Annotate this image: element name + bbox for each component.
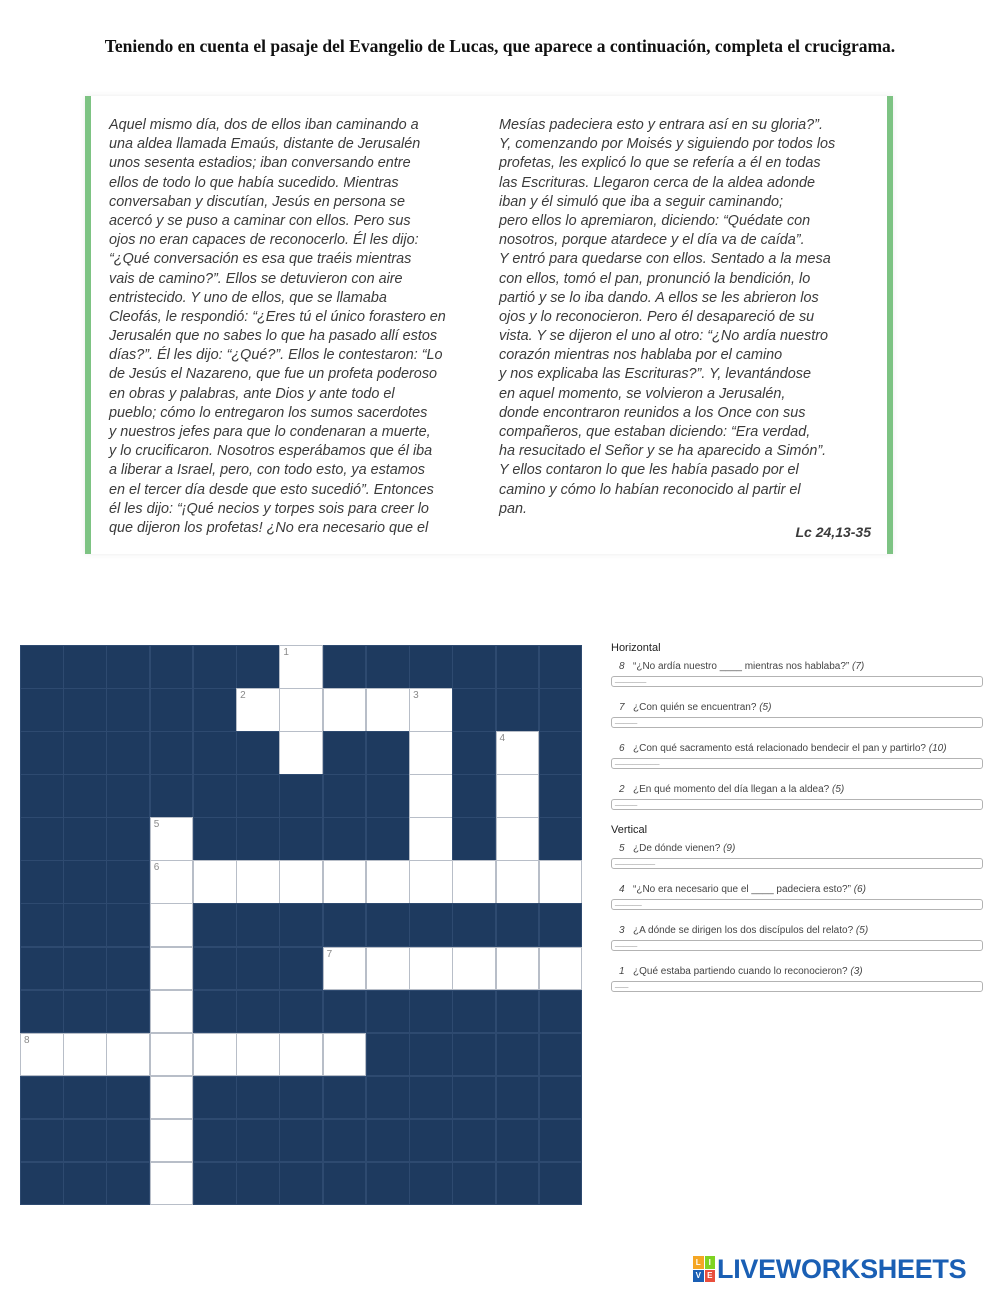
- crossword-block-cell: [193, 817, 237, 861]
- crossword-input-cell[interactable]: [150, 903, 194, 947]
- passage-line: camino y cómo lo habían reconocido al partir el: [499, 481, 801, 498]
- crossword-input-cell[interactable]: [409, 688, 453, 732]
- crossword-block-cell: [323, 1162, 367, 1206]
- crossword-block-cell: [236, 817, 280, 861]
- crossword-block-cell: [236, 731, 280, 775]
- clue-text: ¿Qué estaba partiendo cuando lo reconocieron?: [633, 966, 848, 977]
- crossword-block-cell: [236, 774, 280, 818]
- clue-length: (9): [723, 843, 736, 854]
- answer-placeholder: _____: [615, 797, 638, 806]
- crossword-block-cell: [366, 774, 410, 818]
- clue-length: (5): [759, 702, 772, 713]
- passage-line: acercó y se puso a caminar con ellos. Pero sus: [109, 212, 411, 229]
- crossword-block-cell: [150, 688, 194, 732]
- crossword-block-cell: [236, 990, 280, 1034]
- clue-length: (7): [852, 661, 865, 672]
- clue-text-line: [611, 924, 983, 937]
- clue-text: ¿En qué momento del día llegan a la aldea?: [633, 784, 830, 795]
- crossword-block-cell: [106, 731, 150, 775]
- clue-item: [611, 660, 983, 687]
- crossword-block-cell: [409, 1076, 453, 1120]
- crossword-block-cell: [366, 1162, 410, 1206]
- clue-text: “¿No ardía nuestro ____ mientras nos hablaba?”: [633, 661, 850, 672]
- passage-line: días?”. Él les dijo: “¿Qué?”. Ellos le contestaron: “Lo: [109, 347, 443, 364]
- crossword-block-cell: [150, 731, 194, 775]
- crossword-block-cell: [323, 774, 367, 818]
- crossword-input-cell[interactable]: [323, 860, 367, 904]
- crossword-input-cell[interactable]: [409, 817, 453, 861]
- crossword-block-cell: [193, 1162, 237, 1206]
- clue-number: 1: [283, 647, 289, 658]
- clue-number: 8: [24, 1034, 30, 1046]
- crossword-block-cell: [106, 1162, 150, 1206]
- clue-number: 2: [240, 690, 246, 702]
- answer-input[interactable]: [611, 858, 983, 869]
- crossword-input-cell[interactable]: [409, 774, 453, 818]
- passage-line: en obras y palabras, ante Dios y ante todo el: [109, 385, 395, 402]
- crossword-block-cell: [496, 645, 540, 689]
- crossword-block-cell: [106, 817, 150, 861]
- passage-line: a liberar a Israel, pero, con todo esto, ya estamos: [109, 462, 425, 479]
- crossword-block-cell: [539, 731, 583, 775]
- passage-line: una aldea llamada Emaús, distante de Jerusalén: [109, 136, 421, 153]
- passage-line: pan.: [499, 500, 528, 517]
- crossword-block-cell: [323, 1076, 367, 1120]
- clue-number-label: 4: [619, 884, 625, 895]
- crossword-block-cell: [63, 990, 107, 1034]
- crossword-block-cell: [323, 731, 367, 775]
- crossword-block-cell: [409, 645, 453, 689]
- crossword-block-cell: [323, 903, 367, 947]
- crossword-input-cell[interactable]: [409, 860, 453, 904]
- passage-line: que dijeron los profetas! ¿No era necesario que el: [109, 519, 429, 536]
- clue-number: 7: [326, 948, 333, 960]
- crossword-block-cell: [496, 1119, 540, 1163]
- crossword-block-cell: [279, 947, 323, 991]
- clue-text: ¿Con quién se encuentran?: [633, 702, 757, 713]
- crossword-block-cell: [106, 947, 150, 991]
- crossword-block-cell: [366, 1119, 410, 1163]
- clue-number-label: 6: [619, 743, 625, 754]
- answer-placeholder: ______: [615, 897, 642, 906]
- passage-line: profetas, les explicó lo que se refería a él en todas: [499, 155, 821, 172]
- crossword-block-cell: [496, 1162, 540, 1206]
- answer-input[interactable]: [611, 799, 983, 810]
- crossword-block-cell: [20, 990, 64, 1034]
- crossword-input-cell[interactable]: [496, 860, 540, 904]
- crossword-input-cell[interactable]: [193, 860, 237, 904]
- crossword-block-cell: [452, 1076, 496, 1120]
- crossword-block-cell: [279, 817, 323, 861]
- crossword-block-cell: [106, 1076, 150, 1120]
- crossword-block-cell: [539, 990, 583, 1034]
- crossword-input-cell[interactable]: [409, 731, 453, 775]
- clue-text: ¿A dónde se dirigen los dos discípulos del relato?: [633, 925, 854, 936]
- crossword-block-cell: [539, 1119, 583, 1163]
- crossword-block-cell: [63, 1162, 107, 1206]
- crossword-input-cell[interactable]: [279, 1033, 323, 1077]
- crossword-block-cell: [20, 1162, 64, 1206]
- crossword-block-cell: [539, 1033, 583, 1077]
- crossword-block-cell: [193, 731, 237, 775]
- crossword-input-cell[interactable]: [323, 688, 367, 732]
- crossword-input-cell[interactable]: [150, 947, 194, 991]
- crossword-input-cell[interactable]: [279, 731, 323, 775]
- passage-line: las Escrituras. Llegaron cerca de la aldea adonde: [499, 174, 815, 191]
- clue-text: ¿De dónde vienen?: [633, 843, 721, 854]
- clue-number: 4: [499, 733, 506, 745]
- crossword-block-cell: [409, 1119, 453, 1163]
- crossword-input-cell[interactable]: [150, 990, 194, 1034]
- passage-line: con ellos, tomó el pan, pronunció la bendición, lo: [499, 270, 811, 287]
- clue-number-label: 5: [619, 843, 625, 854]
- crossword-block-cell: [236, 903, 280, 947]
- crossword-block-cell: [539, 817, 583, 861]
- crossword-block-cell: [409, 990, 453, 1034]
- crossword-block-cell: [452, 645, 496, 689]
- passage-line: Jerusalén que no sabes lo que ha pasado allí estos: [109, 328, 438, 345]
- crossword-input-cell[interactable]: [236, 860, 280, 904]
- crossword-block-cell: [20, 860, 64, 904]
- crossword-input-cell[interactable]: [496, 817, 540, 861]
- crossword-block-cell: [20, 817, 64, 861]
- crossword-block-cell: [193, 903, 237, 947]
- clue-text-line: [611, 842, 983, 855]
- crossword-input-cell[interactable]: [539, 860, 583, 904]
- passage-line: de Jesús el Nazareno, que fue un profeta poderoso: [109, 366, 438, 383]
- crossword-block-cell: [150, 774, 194, 818]
- crossword-block-cell: [20, 731, 64, 775]
- crossword-block-cell: [496, 990, 540, 1034]
- passage-line: donde encontraron reunidos a los Once con sus: [499, 404, 806, 421]
- crossword-block-cell: [539, 688, 583, 732]
- passage-line: ha resucitado el Señor y se ha aparecido a Simón”.: [499, 443, 827, 460]
- crossword-block-cell: [150, 645, 194, 689]
- instruction-heading: Teniendo en cuenta el pasaje del Evangelio de Lucas, que aparece a continuación, completa el crucigrama.: [104, 36, 896, 56]
- vertical-title: Vertical: [611, 824, 648, 836]
- horizontal-title: Horizontal: [611, 642, 661, 654]
- passage-left-column: [109, 116, 446, 538]
- crossword-block-cell: [106, 860, 150, 904]
- passage-line: “¿Qué conversación es esa que traéis mientras: [109, 251, 412, 268]
- crossword-block-cell: [366, 817, 410, 861]
- answer-placeholder: _____: [615, 938, 638, 947]
- clue-length: (6): [853, 884, 866, 895]
- crossword-input-cell[interactable]: [20, 1033, 64, 1077]
- passage-line: conversaban y discutían, Jesús en persona se: [109, 193, 405, 210]
- crossword-block-cell: [279, 990, 323, 1034]
- crossword-block-cell: [20, 1119, 64, 1163]
- passage-line: ellos de todo lo que había sucedido. Mientras: [109, 174, 399, 191]
- crossword-block-cell: [452, 817, 496, 861]
- clue-length: (5): [855, 925, 869, 936]
- crossword-block-cell: [452, 731, 496, 775]
- crossword-block-cell: [20, 903, 64, 947]
- crossword-block-cell: [20, 645, 64, 689]
- crossword-block-cell: [452, 774, 496, 818]
- clue-number-label: 8: [619, 661, 625, 672]
- clue-item: [611, 924, 983, 951]
- crossword-block-cell: [279, 1076, 323, 1120]
- crossword-input-cell[interactable]: [150, 1033, 194, 1077]
- crossword-block-cell: [323, 645, 367, 689]
- crossword-block-cell: [106, 1119, 150, 1163]
- crossword-input-cell[interactable]: [150, 860, 194, 904]
- crossword-input-cell[interactable]: [452, 947, 496, 991]
- crossword-block-cell: [236, 1076, 280, 1120]
- passage-line: pueblo; cómo lo entregaron los sumos sacerdotes: [109, 404, 428, 421]
- crossword-input-cell[interactable]: [496, 947, 540, 991]
- passage-line: Aquel mismo día, dos de ellos iban caminando a: [109, 117, 419, 133]
- passage-line: él les dijo: “¡Qué necios y torpes sois para creer lo: [109, 500, 429, 517]
- crossword-block-cell: [63, 860, 107, 904]
- clue-text-line: [611, 701, 983, 714]
- crossword-block-cell: [193, 990, 237, 1034]
- crossword-grid: [20, 645, 582, 1205]
- crossword-block-cell: [366, 731, 410, 775]
- logo-mark-letter: I: [705, 1256, 716, 1269]
- clue-text: “¿No era necesario que el ____ padeciera esto?”: [633, 884, 851, 895]
- clue-item: [611, 742, 983, 769]
- crossword-block-cell: [193, 688, 237, 732]
- passage-line: Mesías padeciera esto y entrara así en su gloria?”.: [499, 117, 823, 133]
- crossword-input-cell[interactable]: [496, 731, 540, 775]
- clue-text-line: [611, 742, 983, 755]
- passage-line: pero ellos lo apremiaron, diciendo: “Quédate con: [499, 212, 811, 229]
- clue-item: [611, 883, 983, 910]
- crossword-block-cell: [539, 1162, 583, 1206]
- crossword-block-cell: [20, 688, 64, 732]
- crossword-block-cell: [63, 645, 107, 689]
- crossword-block-cell: [236, 1119, 280, 1163]
- crossword-block-cell: [20, 1076, 64, 1120]
- clue-length: (10): [928, 743, 947, 754]
- crossword-input-cell[interactable]: [366, 860, 410, 904]
- passage-line: iban y él simuló que iba a seguir caminando;: [499, 193, 783, 210]
- clue-item: [611, 842, 983, 869]
- answer-input[interactable]: [611, 717, 983, 728]
- logo-mark-letter: L: [693, 1256, 704, 1269]
- crossword-block-cell: [279, 1162, 323, 1206]
- answer-placeholder: _______: [615, 674, 647, 683]
- clue-text: ¿Con qué sacramento está relacionado bendecir el pan y partirlo?: [633, 743, 926, 754]
- crossword-block-cell: [539, 774, 583, 818]
- crossword-input-cell[interactable]: [496, 774, 540, 818]
- crossword-block-cell: [452, 1119, 496, 1163]
- crossword-block-cell: [539, 903, 583, 947]
- passage-line: vais de camino?”. Ellos se detuvieron con aire: [109, 270, 403, 287]
- clue-number: 6: [153, 862, 160, 874]
- liveworksheets-logo: [693, 1254, 966, 1284]
- crossword-block-cell: [366, 1033, 410, 1077]
- crossword-input-cell[interactable]: [106, 1033, 150, 1077]
- crossword-block-cell: [193, 774, 237, 818]
- logo-text: LIVEWORKSHEETS: [717, 1253, 967, 1284]
- clue-text-line: [611, 965, 983, 978]
- crossword-block-cell: [366, 990, 410, 1034]
- passage-line: corazón mientras nos hablaba por el camino: [499, 347, 783, 364]
- passage-line: Cleofás, le respondió: “¿Eres tú el único forastero en: [109, 308, 446, 325]
- crossword-block-cell: [452, 1033, 496, 1077]
- crossword-input-cell[interactable]: [279, 860, 323, 904]
- crossword-input-cell[interactable]: [366, 688, 410, 732]
- answer-placeholder: __________: [615, 756, 660, 765]
- passage-line: y lo crucificaron. Nosotros esperábamos que él iba: [109, 443, 433, 460]
- crossword-block-cell: [106, 645, 150, 689]
- crossword-block-cell: [63, 947, 107, 991]
- clue-item: [611, 965, 983, 992]
- passage-line: Y ellos contaron lo que les había pasado por el: [499, 462, 799, 479]
- passage-line: ojos no eran capaces de reconocerlo. Él les dijo:: [109, 232, 419, 249]
- answer-input[interactable]: [611, 758, 983, 769]
- clue-text-line: [611, 783, 983, 796]
- crossword-block-cell: [20, 947, 64, 991]
- passage-line: nosotros, porque atardece y el día va de caída”.: [499, 232, 805, 249]
- crossword-input-cell[interactable]: [409, 947, 453, 991]
- crossword-input-cell[interactable]: [236, 1033, 280, 1077]
- crossword-block-cell: [106, 903, 150, 947]
- crossword-block-cell: [323, 990, 367, 1034]
- passage-right-column: [499, 116, 835, 519]
- crossword-block-cell: [193, 645, 237, 689]
- crossword-block-cell: [193, 1119, 237, 1163]
- passage-line: Y, comenzando por Moisés y siguiendo por todos los: [499, 136, 836, 153]
- logo-mark-icon: [693, 1256, 715, 1282]
- crossword-block-cell: [63, 1119, 107, 1163]
- crossword-input-cell[interactable]: [63, 1033, 107, 1077]
- crossword-block-cell: [193, 947, 237, 991]
- crossword-block-cell: [409, 1162, 453, 1206]
- clue-text-line: [611, 660, 983, 673]
- crossword-input-cell[interactable]: [323, 947, 367, 991]
- crossword-block-cell: [539, 1076, 583, 1120]
- crossword-block-cell: [452, 903, 496, 947]
- horizontal-clue-list: [611, 660, 983, 810]
- clue-number: 5: [153, 819, 160, 831]
- passage-line: en el tercer día desde que esto sucedió”. Entonces: [109, 481, 434, 498]
- crossword-input-cell[interactable]: [236, 688, 280, 732]
- clue-number: 3: [413, 690, 419, 702]
- crossword-input-cell[interactable]: [150, 817, 194, 861]
- crossword-block-cell: [452, 1162, 496, 1206]
- answer-input[interactable]: [611, 981, 983, 992]
- crossword-block-cell: [279, 774, 323, 818]
- crossword-block-cell: [20, 774, 64, 818]
- clue-number-label: 2: [619, 784, 625, 795]
- crossword-input-cell[interactable]: [539, 947, 583, 991]
- clue-item: [611, 783, 983, 810]
- clue-number-label: 1: [619, 966, 625, 977]
- passage-reference: Lc 24,13-35: [795, 524, 871, 540]
- clue-length: (5): [832, 784, 845, 795]
- clue-length: (3): [850, 966, 863, 977]
- logo-mark-letter: E: [705, 1270, 716, 1283]
- crossword-input-cell[interactable]: [323, 1033, 367, 1077]
- crossword-input-cell[interactable]: [452, 860, 496, 904]
- crossword-block-cell: [452, 990, 496, 1034]
- passage-line: entristecido. Y uno de ellos, que se llamaba: [109, 289, 387, 306]
- clue-number-label: 7: [619, 702, 625, 713]
- crossword-block-cell: [452, 688, 496, 732]
- crossword-block-cell: [106, 774, 150, 818]
- crossword-block-cell: [279, 1119, 323, 1163]
- crossword-block-cell: [63, 1076, 107, 1120]
- crossword-block-cell: [63, 688, 107, 732]
- logo-mark-letter: V: [693, 1270, 704, 1283]
- crossword-block-cell: [366, 903, 410, 947]
- answer-placeholder: _____: [615, 715, 638, 724]
- crossword-block-cell: [236, 947, 280, 991]
- crossword-input-cell[interactable]: [366, 947, 410, 991]
- passage-line: en aquel momento, se volvieron a Jerusalén,: [499, 385, 786, 402]
- crossword-block-cell: [496, 903, 540, 947]
- passage-line: Y entró para quedarse con ellos. Sentado a la mesa: [499, 251, 831, 268]
- crossword-block-cell: [106, 688, 150, 732]
- crossword-block-cell: [496, 1076, 540, 1120]
- answer-placeholder: _________: [615, 856, 656, 865]
- crossword-block-cell: [236, 1162, 280, 1206]
- crossword-block-cell: [106, 990, 150, 1034]
- answer-input[interactable]: [611, 676, 983, 687]
- answer-placeholder: ___: [615, 979, 629, 988]
- passage-line: ojos y lo reconocieron. Pero él desapareció de su: [499, 308, 815, 325]
- crossword-block-cell: [366, 1076, 410, 1120]
- crossword-input-cell[interactable]: [150, 1076, 194, 1120]
- clue-text-line: [611, 883, 983, 896]
- crossword-block-cell: [366, 645, 410, 689]
- passage-line: vista. Y se dijeron el uno al otro: “¿No ardía nuestro: [499, 328, 829, 345]
- crossword-block-cell: [496, 1033, 540, 1077]
- answer-input[interactable]: [611, 899, 983, 910]
- crossword-block-cell: [323, 1119, 367, 1163]
- crossword-input-cell[interactable]: [193, 1033, 237, 1077]
- crossword-input-cell[interactable]: [279, 645, 323, 689]
- clue-item: [611, 701, 983, 728]
- crossword-block-cell: [409, 1033, 453, 1077]
- gospel-passage-box: [85, 96, 893, 554]
- crossword-block-cell: [193, 1076, 237, 1120]
- crossword-input-cell[interactable]: [279, 688, 323, 732]
- crossword-block-cell: [323, 817, 367, 861]
- passage-line: compañeros, que estaban diciendo: “Era verdad,: [499, 424, 811, 440]
- clue-panel: [611, 642, 983, 992]
- clue-number-label: 3: [619, 925, 625, 936]
- passage-line: unos sesenta estadios; iban conversando entre: [109, 155, 411, 172]
- crossword-block-cell: [63, 817, 107, 861]
- crossword-block-cell: [539, 645, 583, 689]
- crossword-block-cell: [236, 645, 280, 689]
- passage-line: partió y se lo iba dando. A ellos se les abrieron los: [499, 289, 819, 306]
- crossword-block-cell: [409, 903, 453, 947]
- vertical-clue-list: [611, 842, 983, 992]
- crossword-input-cell[interactable]: [150, 1162, 194, 1206]
- crossword-block-cell: [279, 903, 323, 947]
- passage-line: y nos explicaba las Escrituras?”. Y, levantándose: [499, 366, 811, 383]
- crossword-block-cell: [496, 688, 540, 732]
- passage-line: y nuestros jefes para que lo condenaran a muerte,: [109, 424, 431, 440]
- answer-input[interactable]: [611, 940, 983, 951]
- crossword-block-cell: [63, 731, 107, 775]
- crossword-block-cell: [63, 774, 107, 818]
- crossword-input-cell[interactable]: [150, 1119, 194, 1163]
- crossword-block-cell: [63, 903, 107, 947]
